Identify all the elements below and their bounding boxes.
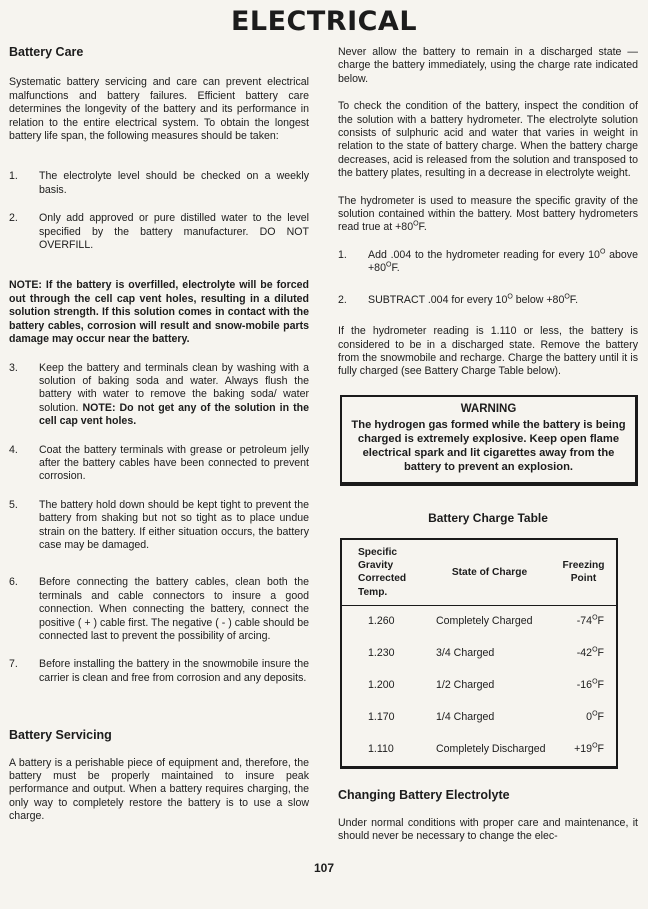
charge-table-title: Battery Charge Table bbox=[428, 511, 548, 526]
column-header: State of Charge bbox=[451, 566, 528, 578]
list-item: 2. Only add approved or pure distilled water to the level specified by the battery manufacturer. DO NOT OVERFILL. bbox=[9, 212, 309, 252]
warning-title: WARNING bbox=[460, 402, 517, 415]
battery-care-intro: Systematic battery servicing and care can prevent electrical malfunctions and battery failures. Efficient battery care determines the longevity of the battery and its performance in relation to the entire electrical system. To obtain the longest battery life span, the following measures should be taken: bbox=[9, 76, 309, 143]
changing-electrolyte-text: Under normal conditions with proper care and maintenance, it should never be necessary to change the elec- bbox=[338, 816, 638, 842]
list-item: 1. The electrolyte level should be checked on a weekly basis. bbox=[9, 170, 309, 196]
list-item: 6. Before connecting the battery cables, clean both the terminals and cable connectors to insure a good connection. When connecting the battery, connect the positive ( + ) cable first. The negative ( - ) cable should be connected last to prevent the possibility of arcing. bbox=[9, 576, 309, 642]
warning-box bbox=[340, 395, 638, 486]
hydrometer-paragraph: The hydrometer is used to measure the specific gravity of the solution contained within the battery. Most battery hydrometers read true at $+80^OF$. bbox=[338, 194, 638, 234]
battery-care-heading: Battery Care bbox=[9, 45, 84, 59]
list-item: 7. Before installing the battery in the snowmobile insure the carrier is clean and free from corrosion and any deposits. bbox=[9, 658, 309, 684]
table-row: 1.200 1/2 Charged $-16^OF$ bbox=[368, 678, 604, 692]
list-item: 2. SUBTRACT .004 for every $10^O$ below $+80^OF$. bbox=[338, 293, 579, 306]
table-row: 1.260 Completely Charged $-74^OF$ bbox=[368, 614, 604, 628]
table-row: 1.110 Completely Discharged $+19^OF$ bbox=[368, 742, 604, 756]
battery-servicing-text: A battery is a perishable piece of equipment and, therefore, the battery must be properly maintained to insure peak performance and output. When a battery requires charging, the only way to completely restore the battery is to use a slow charge. bbox=[9, 756, 309, 823]
battery-servicing-heading: Battery Servicing bbox=[9, 728, 112, 743]
table-header-row bbox=[341, 539, 617, 606]
column-header: Freezing Point bbox=[562, 559, 605, 585]
changing-electrolyte-heading: Changing Battery Electrolyte bbox=[338, 788, 510, 803]
discharge-paragraph: Never allow the battery to remain in a discharged state — charge the battery immediately, using the charge rate indicated below. bbox=[338, 46, 638, 85]
page-number: 107 bbox=[313, 861, 335, 875]
warning-text: The hydrogen gas formed while the battery is being charged is extremely explosive. Keep open flame electrical spark and lit cigarettes away from the battery to prevent an explosion. bbox=[351, 419, 626, 474]
battery-charge-table bbox=[340, 538, 618, 770]
vent-hole-note: NOTE: Do not get any of the solution in the cell cap vent holes. bbox=[39, 401, 309, 428]
left-column bbox=[9, 46, 309, 824]
list-item: 1. Add .004 to the hydrometer reading for every $10^O$ above $+80^OF$. bbox=[338, 248, 638, 275]
column-header: Specific Gravity Corrected Temp. bbox=[358, 546, 407, 598]
right-column bbox=[338, 46, 638, 843]
list-item: 3. Keep the battery and terminals clean by washing with a solution of baking soda and water. Always flush the battery with water to remove the baking soda/ water solution. NOTE: Do not get any of the solution in the cell cap vent holes. bbox=[9, 361, 309, 428]
list-item: 5. The battery hold down should be kept tight to prevent the battery from shaking but not so tight as to place undue strain on the battery. If either situation occurs, the battery case may be damaged. bbox=[9, 498, 309, 551]
discharged-state-paragraph: If the hydrometer reading is 1.110 or less, the battery is considered to be in a discharged state. Remove the battery from the snowmobile and recharge. Charge the battery until it is fully charged (see Battery Charge Table below). bbox=[338, 325, 638, 378]
table-row: 1.170 1/4 Charged $0^OF$ bbox=[368, 710, 604, 724]
page-title: ELECTRICAL bbox=[230, 6, 418, 37]
list-item: 4. Coat the battery terminals with grease or petroleum jelly after the battery cables have been connected to prevent corrosion. bbox=[9, 443, 309, 483]
overfill-note: NOTE: If the battery is overfilled, electrolyte will be forced out through the cell cap vent holes, resulting in a diluted solution strength. If this solution comes in contact with the battery cables, corrosion will result and snow-mobile parts damage may occur near the battery. bbox=[9, 279, 309, 346]
hydrometer-check-paragraph: To check the condition of the battery, inspect the condition of the solution with a battery hydrometer. The electrolyte solution consists of sulphuric acid and water that varies in weight in relation to the state of battery charge. When the battery charge decreases, acid is released from the solution and transposed to the battery plates, resulting in a decrease in electrolyte weight. bbox=[338, 100, 638, 180]
table-row: 1.230 3/4 Charged $-42^OF$ bbox=[368, 646, 604, 660]
